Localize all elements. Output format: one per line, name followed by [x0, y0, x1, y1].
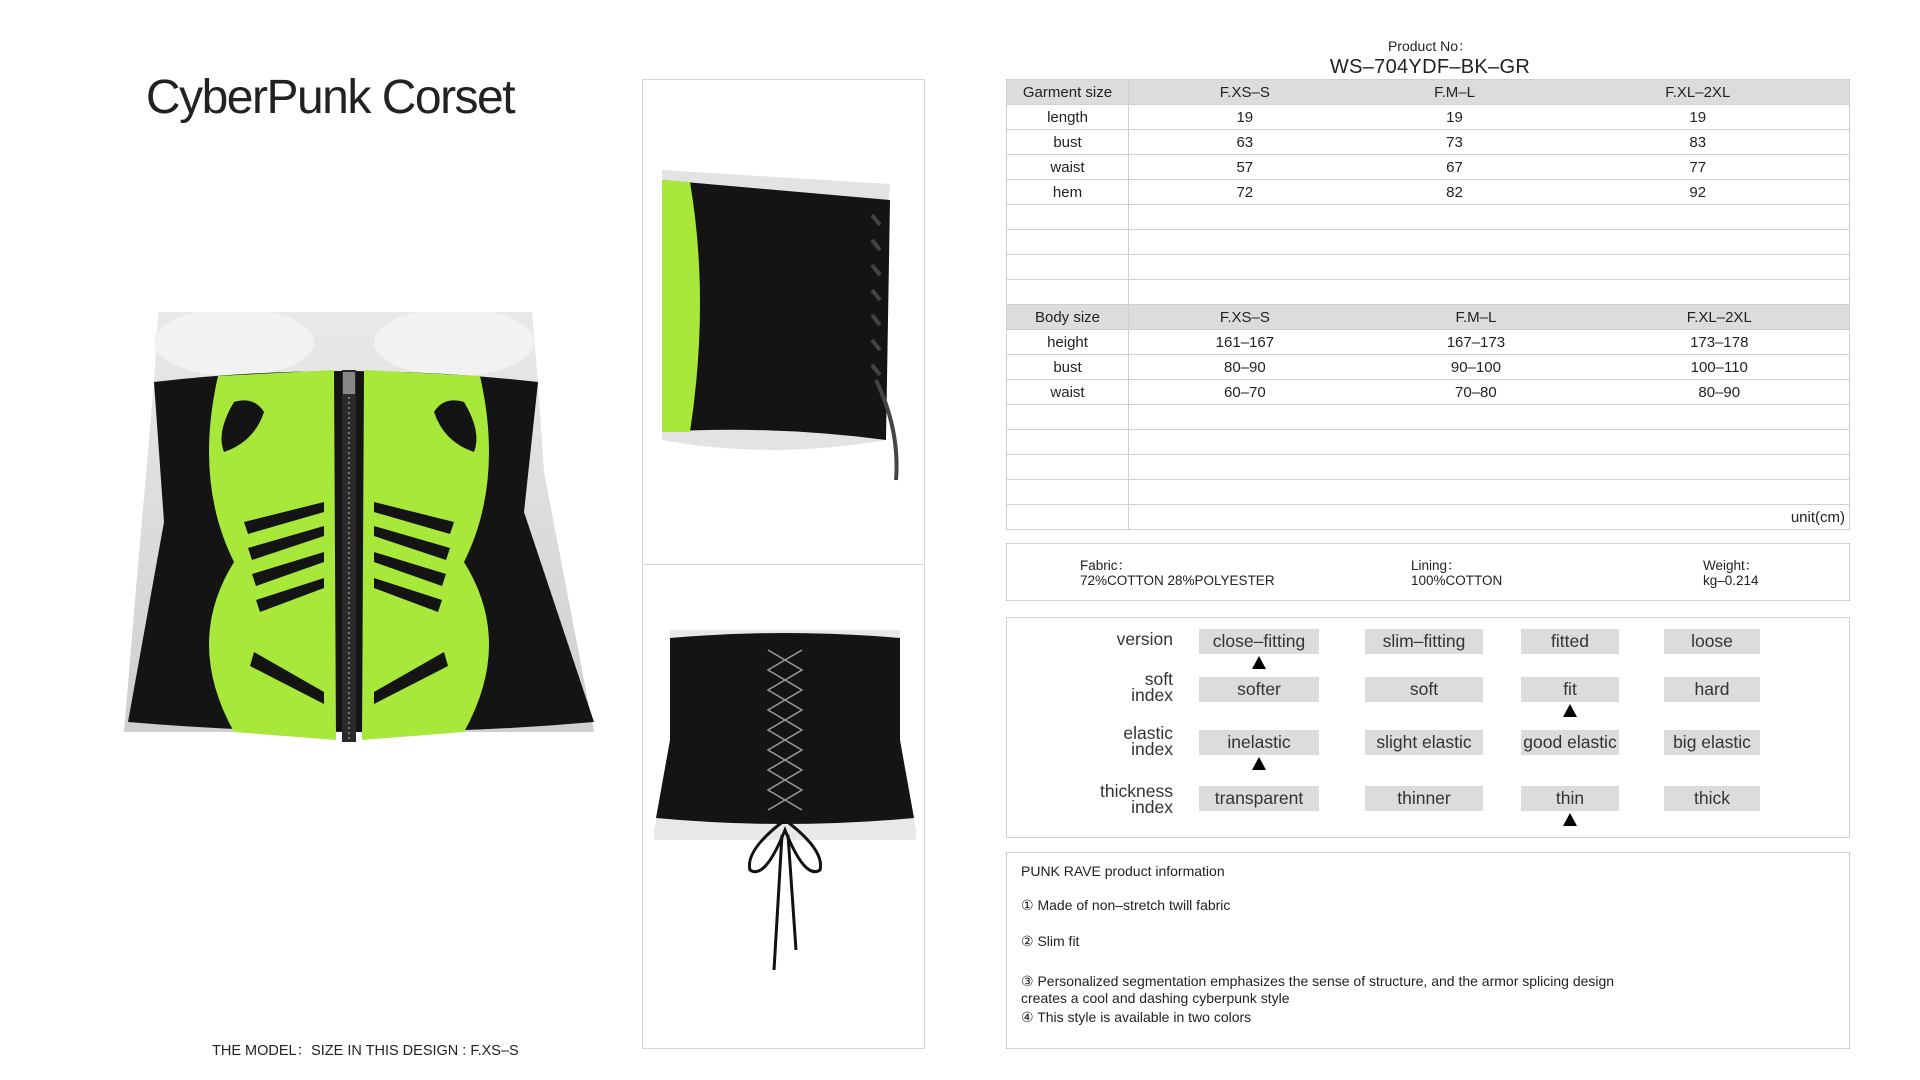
table-header-cell: F.XL–2XL	[1591, 305, 1847, 330]
scale-label-thickness-index: thickness index	[1100, 781, 1173, 817]
table-cell: 67	[1361, 155, 1549, 180]
table-row-empty	[1007, 430, 1850, 455]
scale-label-version: version	[1116, 629, 1173, 649]
scale-option: loose	[1664, 629, 1760, 654]
table-cell: 100–110	[1591, 355, 1847, 380]
table-cell	[1847, 155, 1849, 180]
selected-marker-icon	[1252, 656, 1266, 669]
fabric-value: 72%COTTON 28%POLYESTER	[1080, 573, 1275, 588]
table-row-empty	[1007, 480, 1850, 505]
table-row	[1007, 155, 1850, 180]
table-row-empty	[1007, 405, 1850, 430]
table-row-empty	[1007, 280, 1850, 305]
table-cell: 167–173	[1361, 330, 1591, 355]
table-unit-row	[1007, 505, 1850, 530]
table-header-cell: F.XS–S	[1129, 305, 1361, 330]
scale-option: thinner	[1365, 786, 1483, 811]
lining-label: Lining：	[1411, 558, 1461, 573]
table-cell: 63	[1129, 130, 1361, 155]
selected-marker-icon	[1563, 813, 1577, 826]
scale-option: slim–fitting	[1365, 629, 1483, 654]
info-item: ① Made of non–stretch twill fabric	[1021, 897, 1231, 913]
info-item: ④ This style is available in two colors	[1021, 1009, 1252, 1025]
scale-option: thin	[1521, 786, 1619, 811]
table-cell: length	[1007, 105, 1129, 130]
product-info-box	[1006, 852, 1850, 1049]
table-row-empty	[1007, 230, 1850, 255]
table-cell: 73	[1361, 130, 1549, 155]
model-size-note: THE MODEL：SIZE IN THIS DESIGN : F.XS–S	[212, 1043, 519, 1059]
selected-marker-icon	[1563, 704, 1577, 717]
table-cell: waist	[1007, 380, 1129, 405]
selected-marker-icon	[1252, 757, 1266, 770]
corset-side-image	[650, 170, 920, 490]
scale-option: soft	[1365, 677, 1483, 702]
table-header-cell: F.XL–2XL	[1548, 80, 1847, 105]
table-header-cell: Garment size	[1007, 80, 1129, 105]
table-row	[1007, 380, 1850, 405]
table-cell: 72	[1129, 180, 1361, 205]
table-cell: 80–90	[1591, 380, 1847, 405]
table-row-empty	[1007, 455, 1850, 480]
scale-option: big elastic	[1664, 730, 1760, 755]
table-cell: 173–178	[1591, 330, 1847, 355]
scale-label-soft-index: soft index	[1131, 669, 1173, 705]
corset-back-image	[650, 630, 920, 990]
table-header-row	[1007, 305, 1850, 330]
table-header-row	[1007, 80, 1850, 105]
info-item: ③ Personalized segmentation emphasizes the sense of structure, and the armor splicing design creates a cool and dashing cyberpunk style	[1021, 973, 1615, 1006]
table-cell: 161–167	[1129, 330, 1361, 355]
table-cell: 80–90	[1129, 355, 1361, 380]
table-cell	[1847, 80, 1849, 105]
table-cell: waist	[1007, 155, 1129, 180]
table-header-cell: F.XS–S	[1129, 80, 1361, 105]
table-cell: 19	[1548, 105, 1847, 130]
attribute-scales	[1006, 617, 1850, 838]
fabric-label: Fabric：	[1080, 558, 1132, 573]
scale-option: softer	[1199, 677, 1319, 702]
scale-option: good elastic	[1521, 730, 1619, 755]
table-cell: 57	[1129, 155, 1361, 180]
body-size-table	[1006, 304, 1850, 530]
table-row-empty	[1007, 205, 1850, 230]
table-cell	[1848, 355, 1850, 380]
lining-info	[1411, 558, 1502, 588]
product-number-block	[1300, 36, 1560, 79]
table-cell: 60–70	[1129, 380, 1361, 405]
table-cell: bust	[1007, 130, 1129, 155]
table-cell: 19	[1361, 105, 1549, 130]
scale-option: transparent	[1199, 786, 1319, 811]
table-cell: 77	[1548, 155, 1847, 180]
scale-option: fitted	[1521, 629, 1619, 654]
scale-option: hard	[1664, 677, 1760, 702]
table-cell: bust	[1007, 355, 1129, 380]
table-cell: 70–80	[1361, 380, 1591, 405]
table-row	[1007, 330, 1850, 355]
scale-label-elastic-index: elastic index	[1123, 723, 1173, 759]
info-heading: PUNK RAVE product information	[1021, 863, 1225, 879]
frame-divider	[643, 564, 924, 565]
table-cell: height	[1007, 330, 1129, 355]
table-cell	[1848, 330, 1850, 355]
table-header-cell: Body size	[1007, 305, 1129, 330]
table-row	[1007, 355, 1850, 380]
lining-value: 100%COTTON	[1411, 573, 1503, 588]
corset-front-image	[124, 312, 604, 772]
scale-option: close–fitting	[1199, 629, 1319, 654]
table-cell: 82	[1361, 180, 1549, 205]
table-cell: 90–100	[1361, 355, 1591, 380]
scale-option: thick	[1664, 786, 1760, 811]
weight-value: kg–0.214	[1703, 573, 1759, 588]
table-row	[1007, 180, 1850, 205]
weight-label: Weight：	[1703, 558, 1759, 573]
table-row-empty	[1007, 255, 1850, 280]
table-header-cell: F.M–L	[1361, 305, 1591, 330]
table-row	[1007, 130, 1850, 155]
weight-info	[1703, 558, 1759, 588]
garment-size-table	[1006, 79, 1850, 305]
table-cell	[1847, 180, 1849, 205]
table-header-cell: F.M–L	[1361, 80, 1549, 105]
product-title: CyberPunk Corset	[145, 71, 515, 124]
scale-option: slight elastic	[1365, 730, 1483, 755]
fabric-info-box	[1006, 543, 1850, 601]
table-row	[1007, 105, 1850, 130]
fabric-info	[1080, 558, 1275, 588]
table-cell: hem	[1007, 180, 1129, 205]
info-item: ② Slim fit	[1021, 933, 1080, 949]
unit-label: unit(cm)	[1129, 505, 1850, 530]
table-cell	[1848, 305, 1850, 330]
table-cell: 92	[1548, 180, 1847, 205]
product-number: WS–704YDF–BK–GR	[1329, 56, 1531, 78]
table-cell: 83	[1548, 130, 1847, 155]
table-cell	[1847, 130, 1849, 155]
table-cell	[1848, 380, 1850, 405]
scale-option: inelastic	[1199, 730, 1319, 755]
table-cell: 19	[1129, 105, 1361, 130]
table-cell	[1847, 105, 1849, 130]
product-number-label: Product No：	[1387, 38, 1473, 54]
scale-option: fit	[1521, 677, 1619, 702]
